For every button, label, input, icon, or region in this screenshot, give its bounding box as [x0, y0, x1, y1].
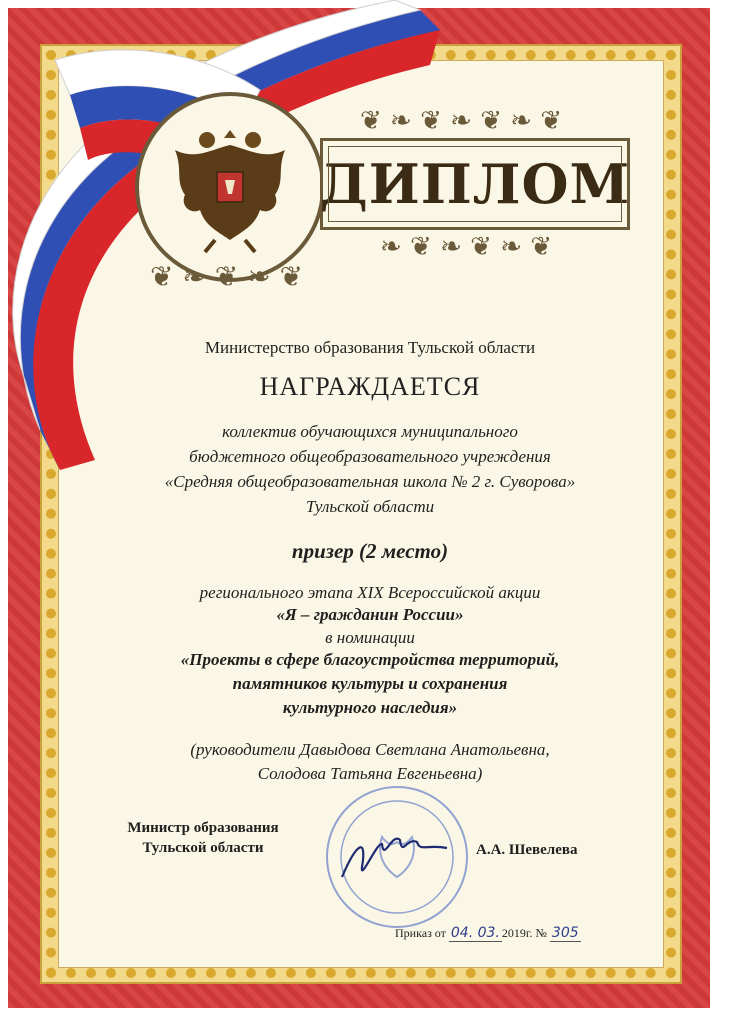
order-number: 305 — [551, 925, 579, 941]
title-ornament-top: ❦ ❧ ❦ ❧ ❦ ❧ ❦ — [360, 106, 563, 136]
signatory-title-line: Тульской области — [142, 840, 264, 856]
leaders-line: Солодова Татьяна Евгеньевна) — [257, 764, 483, 783]
event-line: в номинации — [325, 628, 415, 647]
signatory-title — [108, 818, 298, 858]
leaders-line: (руководители Давыдова Светлана Анатольевна, — [190, 740, 550, 759]
event-line: культурного наследия» — [282, 698, 458, 717]
page-title: ДИПЛОМ — [319, 152, 631, 216]
event-line: регионального этапа XIX Всероссийской акции — [199, 583, 541, 602]
place-text: призер (2 место) — [291, 539, 449, 563]
recipient-line: Тульской области — [305, 497, 435, 516]
title-ornament-bottom: ❧ ❦ ❧ ❦ ❧ ❦ — [380, 232, 553, 262]
signatory-name: А.А. Шевелева — [476, 842, 578, 858]
event-line: «Я – гражданин России» — [276, 605, 464, 624]
award-heading: НАГРАЖДАЕТСЯ — [259, 372, 481, 401]
event-line: «Проекты в сфере благоустройства территорий, — [180, 650, 560, 669]
emblem-ornament: ❦ ❧ ❦ ❧ ❦ — [150, 260, 303, 293]
event-line: памятников культуры и сохранения — [232, 674, 508, 693]
recipient-line: бюджетного общеобразовательного учреждения — [189, 447, 551, 466]
signatory-title-line: Министр образования — [127, 820, 279, 836]
order-prefix: Приказ от — [395, 926, 446, 940]
order-date: 04. 03. — [450, 925, 500, 941]
recipient-line: «Средняя общеобразовательная школа № 2 г. Суворова» — [164, 472, 576, 491]
order-year: 2019г. № — [501, 926, 547, 940]
double-headed-eagle-emblem-icon — [155, 110, 305, 260]
title-frame — [320, 138, 630, 230]
issuer-text: Министерство образования Тульской области — [204, 338, 536, 357]
order-reference — [395, 925, 581, 941]
recipient-line: коллектив обучающихся муниципального — [222, 422, 518, 441]
official-stamp-icon — [322, 782, 472, 932]
